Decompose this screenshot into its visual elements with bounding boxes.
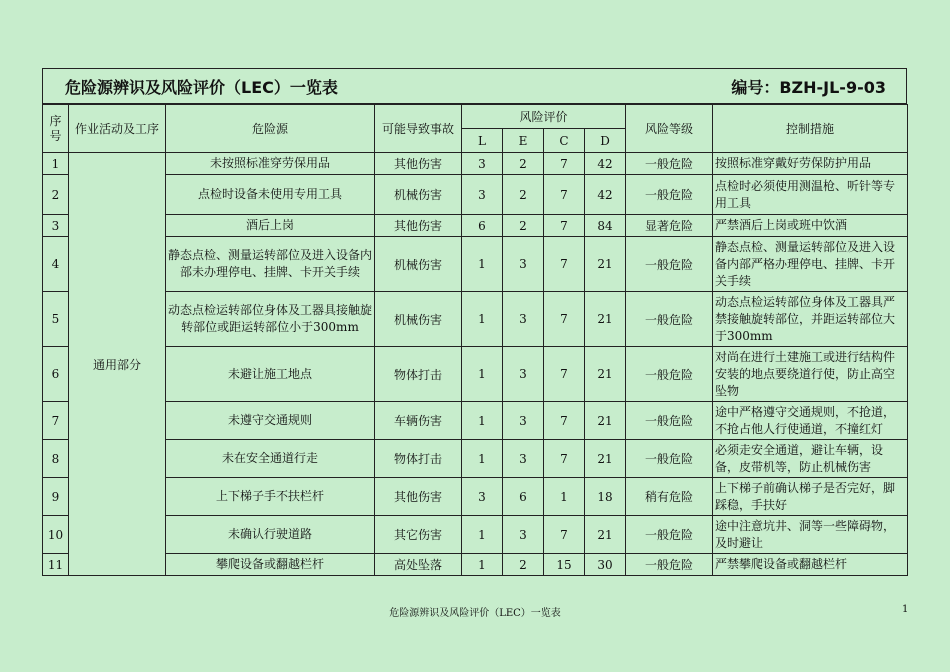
title-row <box>42 68 907 104</box>
row-accident: 物体打击 <box>375 440 462 478</box>
row-e: 3 <box>503 402 544 440</box>
row-no: 11 <box>43 554 69 576</box>
row-l: 3 <box>462 478 503 516</box>
row-d: 42 <box>585 175 626 215</box>
row-hazard: 未遵守交通规则 <box>166 402 375 440</box>
row-d: 21 <box>585 440 626 478</box>
row-d: 21 <box>585 237 626 292</box>
row-accident: 机械伤害 <box>375 237 462 292</box>
row-l: 1 <box>462 440 503 478</box>
table-row <box>43 478 908 516</box>
row-no: 7 <box>43 402 69 440</box>
page-footer: 危险源辨识及风险评价（LEC）一览表 <box>389 608 561 619</box>
row-e: 3 <box>503 516 544 554</box>
row-l: 3 <box>462 153 503 175</box>
row-d: 42 <box>585 153 626 175</box>
row-l: 6 <box>462 215 503 237</box>
row-hazard: 攀爬设备或翻越栏杆 <box>166 554 375 576</box>
row-l: 1 <box>462 516 503 554</box>
header-hazard: 危险源 <box>166 105 375 153</box>
row-accident: 高处坠落 <box>375 554 462 576</box>
table-row <box>43 292 908 347</box>
row-control: 严禁酒后上岗或班中饮酒 <box>713 215 908 237</box>
row-level: 一般危险 <box>626 402 713 440</box>
row-e: 2 <box>503 175 544 215</box>
row-control: 动态点检运转部位身体及工器具严禁接触旋转部位，并距运转部位大于300mm <box>713 292 908 347</box>
row-l: 3 <box>462 175 503 215</box>
row-control: 严禁攀爬设备或翻越栏杆 <box>713 554 908 576</box>
row-e: 3 <box>503 347 544 402</box>
row-hazard: 未避让施工地点 <box>166 347 375 402</box>
row-level: 一般危险 <box>626 347 713 402</box>
table-row <box>43 347 908 402</box>
row-d: 21 <box>585 402 626 440</box>
row-no: 2 <box>43 175 69 215</box>
row-level: 一般危险 <box>626 153 713 175</box>
document-code: 编号：BZH-JL-9-03 <box>731 78 886 97</box>
header-control: 控制措施 <box>713 105 908 153</box>
table-row <box>43 440 908 478</box>
row-c: 7 <box>544 292 585 347</box>
row-hazard: 静态点检、测量运转部位及进入设备内部未办理停电、挂牌、卡开关手续 <box>166 237 375 292</box>
row-accident: 其他伤害 <box>375 478 462 516</box>
table-row <box>43 554 908 576</box>
header-d: D <box>585 129 626 153</box>
row-e: 2 <box>503 554 544 576</box>
row-d: 21 <box>585 516 626 554</box>
row-control: 点检时必须使用测温枪、听针等专用工具 <box>713 175 908 215</box>
row-e: 3 <box>503 292 544 347</box>
row-c: 1 <box>544 478 585 516</box>
row-c: 7 <box>544 175 585 215</box>
table-row <box>43 402 908 440</box>
row-accident: 其他伤害 <box>375 215 462 237</box>
page-number: 1 <box>902 604 909 615</box>
row-hazard: 酒后上岗 <box>166 215 375 237</box>
header-l: L <box>462 129 503 153</box>
row-accident: 机械伤害 <box>375 175 462 215</box>
row-e: 3 <box>503 440 544 478</box>
row-no: 6 <box>43 347 69 402</box>
row-c: 7 <box>544 440 585 478</box>
row-control: 按照标准穿戴好劳保防护用品 <box>713 153 908 175</box>
row-l: 1 <box>462 554 503 576</box>
table-row <box>43 516 908 554</box>
header-level: 风险等级 <box>626 105 713 153</box>
page-title: 危险源辨识及风险评价（LEC）一览表 <box>65 78 338 97</box>
row-c: 7 <box>544 516 585 554</box>
row-c: 7 <box>544 215 585 237</box>
row-accident: 其它伤害 <box>375 516 462 554</box>
row-d: 30 <box>585 554 626 576</box>
row-no: 1 <box>43 153 69 175</box>
row-accident: 其他伤害 <box>375 153 462 175</box>
row-c: 7 <box>544 237 585 292</box>
table-row <box>43 175 908 215</box>
row-control: 途中注意坑井、洞等一些障碍物，及时避让 <box>713 516 908 554</box>
row-level: 一般危险 <box>626 440 713 478</box>
row-e: 2 <box>503 153 544 175</box>
row-accident: 车辆伤害 <box>375 402 462 440</box>
row-control: 对尚在进行土建施工或进行结构件安装的地点要绕道行使，防止高空坠物 <box>713 347 908 402</box>
row-c: 7 <box>544 347 585 402</box>
row-no: 3 <box>43 215 69 237</box>
header-c: C <box>544 129 585 153</box>
row-l: 1 <box>462 237 503 292</box>
activity-group: 通用部分 <box>69 153 166 576</box>
table-row <box>43 153 908 175</box>
row-level: 一般危险 <box>626 175 713 215</box>
row-control: 上下梯子前确认梯子是否完好，脚踩稳，手扶好 <box>713 478 908 516</box>
header-risk-eval: 风险评价 <box>462 105 626 129</box>
row-hazard: 动态点检运转部位身体及工器具接触旋转部位或距运转部位小于300mm <box>166 292 375 347</box>
row-hazard: 点检时设备未使用专用工具 <box>166 175 375 215</box>
table-row <box>43 215 908 237</box>
row-no: 4 <box>43 237 69 292</box>
row-d: 84 <box>585 215 626 237</box>
row-accident: 机械伤害 <box>375 292 462 347</box>
risk-table <box>42 104 908 576</box>
header-activity: 作业活动及工序 <box>69 105 166 153</box>
row-level: 一般危险 <box>626 237 713 292</box>
row-control: 必须走安全通道，避让车辆，设备，皮带机等，防止机械伤害 <box>713 440 908 478</box>
row-hazard: 上下梯子手不扶栏杆 <box>166 478 375 516</box>
row-d: 21 <box>585 347 626 402</box>
header-e: E <box>503 129 544 153</box>
row-c: 7 <box>544 402 585 440</box>
row-level: 一般危险 <box>626 292 713 347</box>
row-control: 静态点检、测量运转部位及进入设备内部严格办理停电、挂牌、卡开关手续 <box>713 237 908 292</box>
row-level: 一般危险 <box>626 554 713 576</box>
row-e: 6 <box>503 478 544 516</box>
row-l: 1 <box>462 347 503 402</box>
row-no: 10 <box>43 516 69 554</box>
row-level: 显著危险 <box>626 215 713 237</box>
row-no: 5 <box>43 292 69 347</box>
row-no: 9 <box>43 478 69 516</box>
row-d: 21 <box>585 292 626 347</box>
row-accident: 物体打击 <box>375 347 462 402</box>
row-hazard: 未在安全通道行走 <box>166 440 375 478</box>
row-level: 一般危险 <box>626 516 713 554</box>
row-c: 7 <box>544 153 585 175</box>
row-hazard: 未按照标准穿劳保用品 <box>166 153 375 175</box>
header-accident: 可能导致事故 <box>375 105 462 153</box>
row-level: 稍有危险 <box>626 478 713 516</box>
table-row <box>43 237 908 292</box>
row-e: 2 <box>503 215 544 237</box>
row-l: 1 <box>462 292 503 347</box>
row-d: 18 <box>585 478 626 516</box>
row-c: 15 <box>544 554 585 576</box>
header-seq: 序号 <box>43 105 69 153</box>
row-e: 3 <box>503 237 544 292</box>
row-no: 8 <box>43 440 69 478</box>
row-hazard: 未确认行驶道路 <box>166 516 375 554</box>
row-l: 1 <box>462 402 503 440</box>
row-control: 途中严格遵守交通规则，不抢道，不抢占他人行使通道，不撞红灯 <box>713 402 908 440</box>
